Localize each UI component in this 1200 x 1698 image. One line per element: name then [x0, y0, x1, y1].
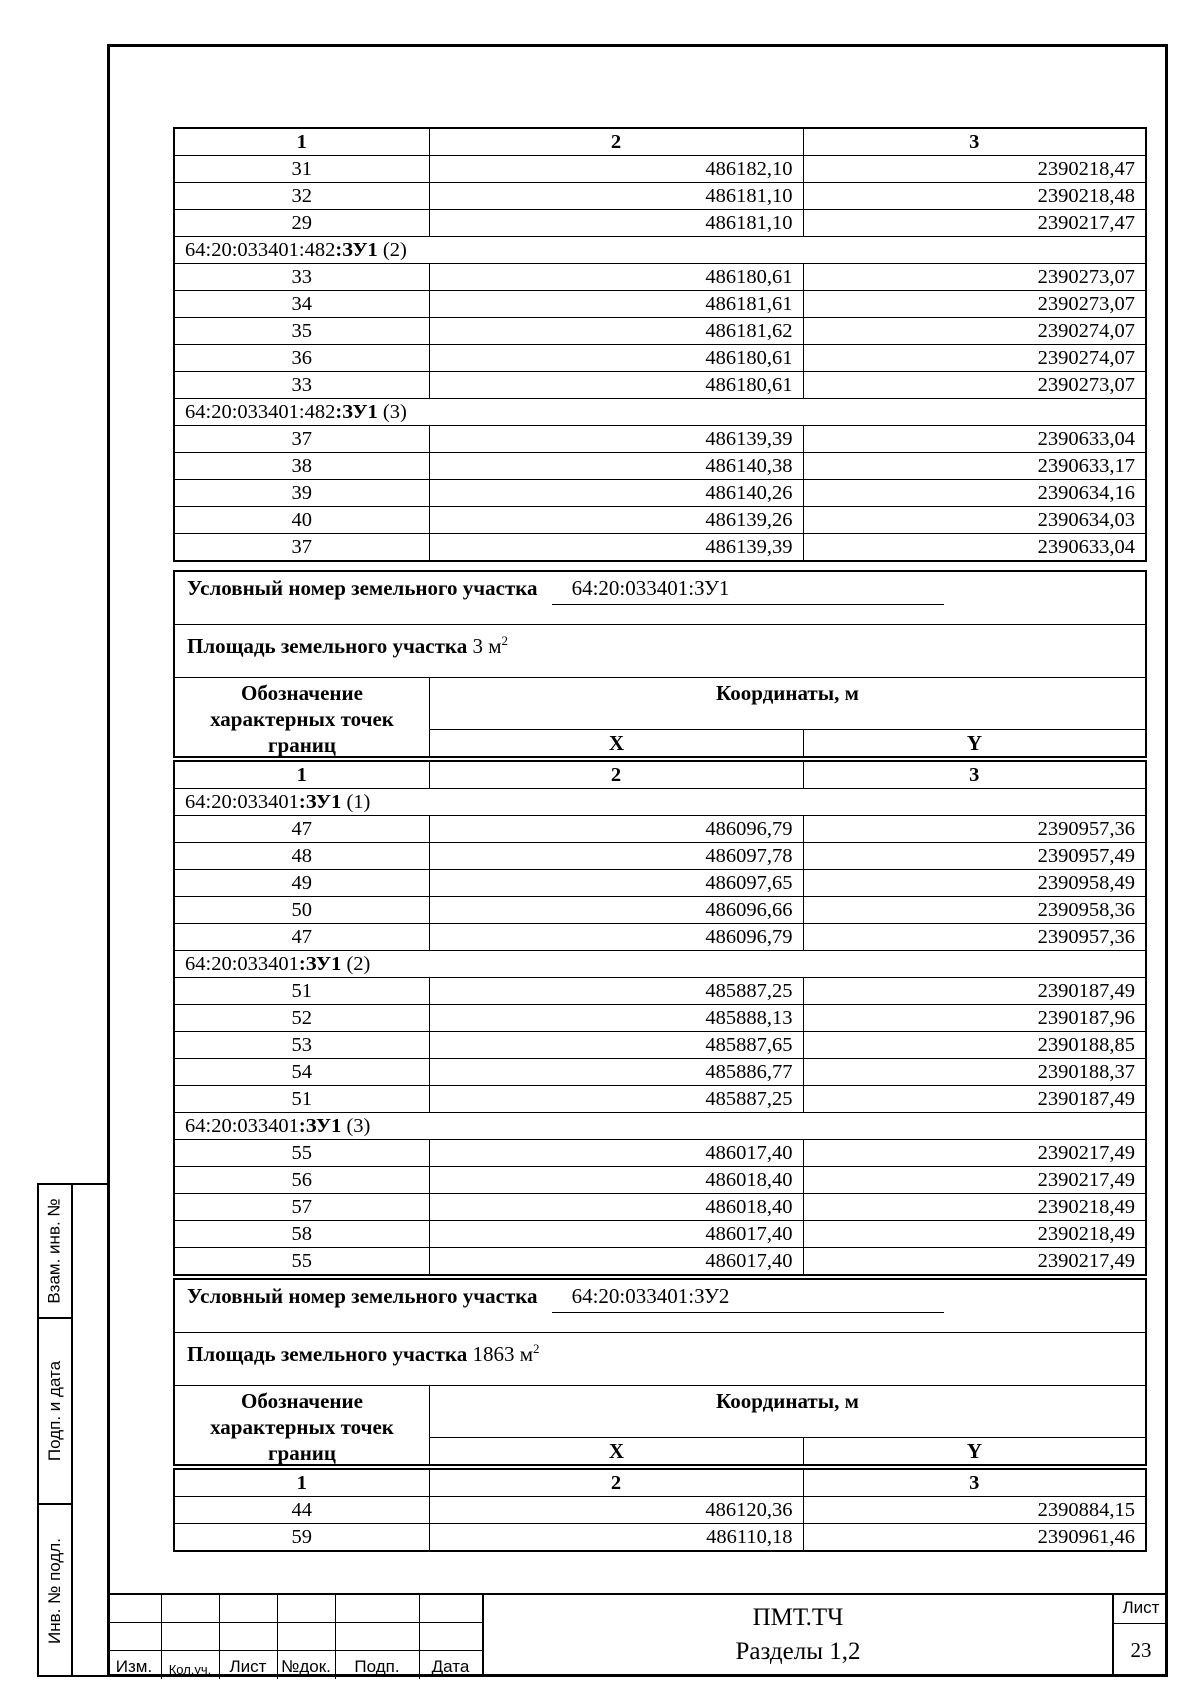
side-cell-original	[39, 1505, 71, 1677]
col-header-3: 3	[803, 761, 1146, 789]
point-number: 51	[174, 978, 429, 1005]
table-row	[174, 1140, 1146, 1167]
revision-row	[107, 1595, 482, 1623]
cond-number-row	[175, 1280, 1145, 1333]
side-label-sign-date: Подп. и дата	[45, 1360, 65, 1462]
cond-number-value: 64:20:033401:ЗУ2	[552, 1280, 944, 1313]
coords-table-bottom	[173, 1468, 1147, 1552]
x-value: 486180,61	[429, 345, 803, 372]
x-header: X	[430, 1438, 804, 1464]
point-number: 33	[174, 372, 429, 399]
y-value: 2390218,49	[803, 1194, 1146, 1221]
group-code: :ЗУ1	[335, 239, 378, 261]
point-number: 53	[174, 1032, 429, 1059]
y-value: 2390633,04	[803, 534, 1146, 562]
table-row	[174, 1221, 1146, 1248]
coords-header	[175, 1386, 1145, 1464]
col-header-2: 2	[429, 761, 803, 789]
col-header-1: 1	[174, 1469, 429, 1497]
group-label	[174, 399, 1146, 426]
table-row	[174, 870, 1146, 897]
side-label-replace: Взам. инв. №	[45, 1198, 65, 1304]
group-suffix: (3)	[377, 401, 407, 423]
col-header-1: 1	[174, 128, 429, 156]
group-row	[174, 237, 1146, 264]
coords-header-title: Координаты, м	[430, 678, 1145, 730]
designation-header: Обозначение характерных точек границ	[175, 1386, 430, 1466]
x-value: 485887,25	[429, 978, 803, 1005]
cond-number-row	[175, 572, 1145, 625]
parcel-block-2	[173, 1278, 1147, 1466]
point-number: 33	[174, 264, 429, 291]
point-number: 52	[174, 1005, 429, 1032]
table-row	[174, 291, 1146, 318]
document-title	[482, 1593, 1112, 1677]
table-row	[174, 1059, 1146, 1086]
group-prefix: 64:20:033401:482	[185, 401, 336, 423]
area-sup: 2	[501, 633, 509, 648]
group-code: :ЗУ1	[298, 1115, 342, 1137]
table-row	[174, 1167, 1146, 1194]
table-row	[174, 1194, 1146, 1221]
group-suffix: (3)	[341, 1115, 371, 1137]
y-value: 2390188,85	[803, 1032, 1146, 1059]
x-value: 486018,40	[429, 1167, 803, 1194]
table-header-row	[174, 128, 1146, 156]
x-value: 486097,65	[429, 870, 803, 897]
point-number: 38	[174, 453, 429, 480]
title-block	[107, 1593, 1168, 1677]
y-value: 2390274,07	[803, 318, 1146, 345]
point-number: 55	[174, 1140, 429, 1167]
group-label	[174, 951, 1146, 978]
x-value: 486110,18	[429, 1524, 803, 1552]
col-header-2: 2	[429, 1469, 803, 1497]
y-header: Y	[966, 1439, 983, 1463]
coords-header	[175, 678, 1145, 756]
table-row	[174, 426, 1146, 453]
table-row	[174, 924, 1146, 951]
group-prefix: 64:20:033401	[185, 791, 299, 813]
table-row	[174, 1524, 1146, 1552]
table-row	[174, 453, 1146, 480]
table-row	[174, 816, 1146, 843]
group-code: :ЗУ1	[298, 953, 342, 975]
sheet-box	[1112, 1593, 1168, 1677]
y-value: 2390187,96	[803, 1005, 1146, 1032]
stamp-label-docnum: №док.	[281, 1657, 331, 1676]
x-value: 486017,40	[429, 1140, 803, 1167]
y-value: 2390187,49	[803, 978, 1146, 1005]
title-line-2: Разделы 1,2	[735, 1638, 861, 1665]
table-row	[174, 264, 1146, 291]
stamp-label-sign: Подп.	[354, 1657, 400, 1676]
x-value: 486139,26	[429, 507, 803, 534]
coords-table-mid	[173, 760, 1147, 1276]
parcel-block-1	[173, 570, 1147, 758]
stamp-label-date: Дата	[431, 1657, 470, 1676]
point-number: 55	[174, 1248, 429, 1276]
point-number: 37	[174, 534, 429, 562]
x-value: 485887,25	[429, 1086, 803, 1113]
side-cell-replace	[39, 1185, 71, 1319]
x-value: 486181,61	[429, 291, 803, 318]
x-value: 486120,36	[429, 1497, 803, 1524]
point-number: 50	[174, 897, 429, 924]
point-number: 29	[174, 210, 429, 237]
area-row	[175, 625, 1145, 678]
table-header-row	[174, 761, 1146, 789]
title-line-1: ПМТ.ТЧ	[752, 1604, 844, 1631]
x-value: 486139,39	[429, 426, 803, 453]
y-value: 2390217,49	[803, 1248, 1146, 1276]
stamp-label-count: Кол.уч.	[168, 1662, 212, 1677]
y-value: 2390187,49	[803, 1086, 1146, 1113]
coords-table-top	[173, 127, 1147, 562]
table-row	[174, 210, 1146, 237]
table-row	[174, 1005, 1146, 1032]
table-row	[174, 1086, 1146, 1113]
table-header-row	[174, 1469, 1146, 1497]
cond-number-label: Условный номер земельного участка	[187, 1284, 538, 1308]
y-value: 2390634,03	[803, 507, 1146, 534]
x-value: 485886,77	[429, 1059, 803, 1086]
group-code: :ЗУ1	[335, 401, 378, 423]
y-value: 2390958,36	[803, 897, 1146, 924]
table-row	[174, 897, 1146, 924]
x-value: 486182,10	[429, 156, 803, 183]
group-prefix: 64:20:033401:482	[185, 239, 336, 261]
point-number: 47	[174, 924, 429, 951]
point-number: 48	[174, 843, 429, 870]
side-divider	[71, 1185, 73, 1675]
col-header-1: 1	[174, 761, 429, 789]
y-value: 2390274,07	[803, 345, 1146, 372]
group-code: :ЗУ1	[298, 791, 342, 813]
table-row	[174, 318, 1146, 345]
point-number: 36	[174, 345, 429, 372]
y-value: 2390633,04	[803, 426, 1146, 453]
x-value: 486140,38	[429, 453, 803, 480]
table-row	[174, 183, 1146, 210]
x-value: 485887,65	[429, 1032, 803, 1059]
x-value: 486139,39	[429, 534, 803, 562]
document-content	[173, 127, 1149, 1552]
col-header-3: 3	[803, 1469, 1146, 1497]
table-row	[174, 507, 1146, 534]
x-value: 486180,61	[429, 264, 803, 291]
point-number: 31	[174, 156, 429, 183]
sheet-label: Лист	[1114, 1595, 1168, 1624]
point-number: 37	[174, 426, 429, 453]
table-row	[174, 534, 1146, 562]
x-value: 486018,40	[429, 1194, 803, 1221]
y-value: 2390217,49	[803, 1140, 1146, 1167]
y-value: 2390957,49	[803, 843, 1146, 870]
area-label: Площадь земельного участка	[187, 634, 468, 658]
y-value: 2390634,16	[803, 480, 1146, 507]
side-cell-sign-date	[39, 1319, 71, 1505]
area-value: 3 м	[467, 634, 502, 658]
point-number: 54	[174, 1059, 429, 1086]
point-number: 32	[174, 183, 429, 210]
col-header-3: 3	[803, 128, 1146, 156]
x-value: 485888,13	[429, 1005, 803, 1032]
group-label	[174, 1113, 1146, 1140]
group-row	[174, 789, 1146, 816]
y-value: 2390217,47	[803, 210, 1146, 237]
point-number: 40	[174, 507, 429, 534]
side-stamp	[37, 1183, 107, 1677]
sheet-number: 23	[1130, 1638, 1152, 1662]
point-number: 34	[174, 291, 429, 318]
area-value: 1863 м	[467, 1342, 534, 1366]
cond-number-label: Условный номер земельного участка	[187, 576, 538, 600]
side-label-original: Инв. № подл.	[45, 1538, 64, 1644]
group-prefix: 64:20:033401	[185, 953, 299, 975]
y-value: 2390273,07	[803, 291, 1146, 318]
x-value: 486096,66	[429, 897, 803, 924]
table-row	[174, 1248, 1146, 1276]
x-value: 486181,62	[429, 318, 803, 345]
y-value: 2390273,07	[803, 264, 1146, 291]
group-prefix: 64:20:033401	[185, 1115, 299, 1137]
table-row	[174, 978, 1146, 1005]
point-number: 56	[174, 1167, 429, 1194]
point-number: 57	[174, 1194, 429, 1221]
point-number: 44	[174, 1497, 429, 1524]
area-sup: 2	[533, 1341, 540, 1356]
x-value: 486140,26	[429, 480, 803, 507]
group-suffix: (2)	[341, 953, 371, 975]
coords-header-title: Координаты, м	[430, 1386, 1145, 1438]
point-number: 35	[174, 318, 429, 345]
y-value: 2390958,49	[803, 870, 1146, 897]
revision-grid	[107, 1593, 482, 1679]
point-number: 58	[174, 1221, 429, 1248]
y-value: 2390218,48	[803, 183, 1146, 210]
table-row	[174, 372, 1146, 399]
x-value: 486181,10	[429, 183, 803, 210]
point-number: 49	[174, 870, 429, 897]
group-label	[174, 789, 1146, 816]
y-value: 2390218,47	[803, 156, 1146, 183]
x-value: 486096,79	[429, 924, 803, 951]
cond-number-value: 64:20:033401:ЗУ1	[552, 572, 944, 605]
point-number: 47	[174, 816, 429, 843]
y-value: 2390961,46	[803, 1524, 1146, 1552]
table-row	[174, 1032, 1146, 1059]
area-row	[175, 1333, 1145, 1386]
area-label: Площадь земельного участка	[187, 1342, 468, 1366]
designation-header: Обозначение характерных точек границ	[175, 678, 430, 758]
y-value: 2390188,37	[803, 1059, 1146, 1086]
y-value: 2390633,17	[803, 453, 1146, 480]
table-row	[174, 480, 1146, 507]
point-number: 51	[174, 1086, 429, 1113]
x-value: 486017,40	[429, 1248, 803, 1276]
group-suffix: (2)	[377, 239, 407, 261]
y-value: 2390273,07	[803, 372, 1146, 399]
x-value: 486097,78	[429, 843, 803, 870]
table-row	[174, 156, 1146, 183]
table-row	[174, 345, 1146, 372]
x-value: 486180,61	[429, 372, 803, 399]
y-header: Y	[966, 731, 983, 755]
y-value: 2390217,49	[803, 1167, 1146, 1194]
group-label	[174, 237, 1146, 264]
y-value: 2390218,49	[803, 1221, 1146, 1248]
x-header: X	[430, 730, 804, 756]
group-row	[174, 399, 1146, 426]
group-row	[174, 1113, 1146, 1140]
x-value: 486096,79	[429, 816, 803, 843]
x-value: 486017,40	[429, 1221, 803, 1248]
table-row	[174, 843, 1146, 870]
stamp-label-change: Изм.	[115, 1657, 153, 1676]
group-row	[174, 951, 1146, 978]
col-header-2: 2	[429, 128, 803, 156]
x-value: 486181,10	[429, 210, 803, 237]
y-value: 2390957,36	[803, 816, 1146, 843]
point-number: 59	[174, 1524, 429, 1552]
y-value: 2390957,36	[803, 924, 1146, 951]
stamp-label-sheet: Лист	[229, 1657, 267, 1676]
y-value: 2390884,15	[803, 1497, 1146, 1524]
group-suffix: (1)	[341, 791, 371, 813]
revision-row	[107, 1623, 482, 1651]
table-row	[174, 1497, 1146, 1524]
point-number: 39	[174, 480, 429, 507]
